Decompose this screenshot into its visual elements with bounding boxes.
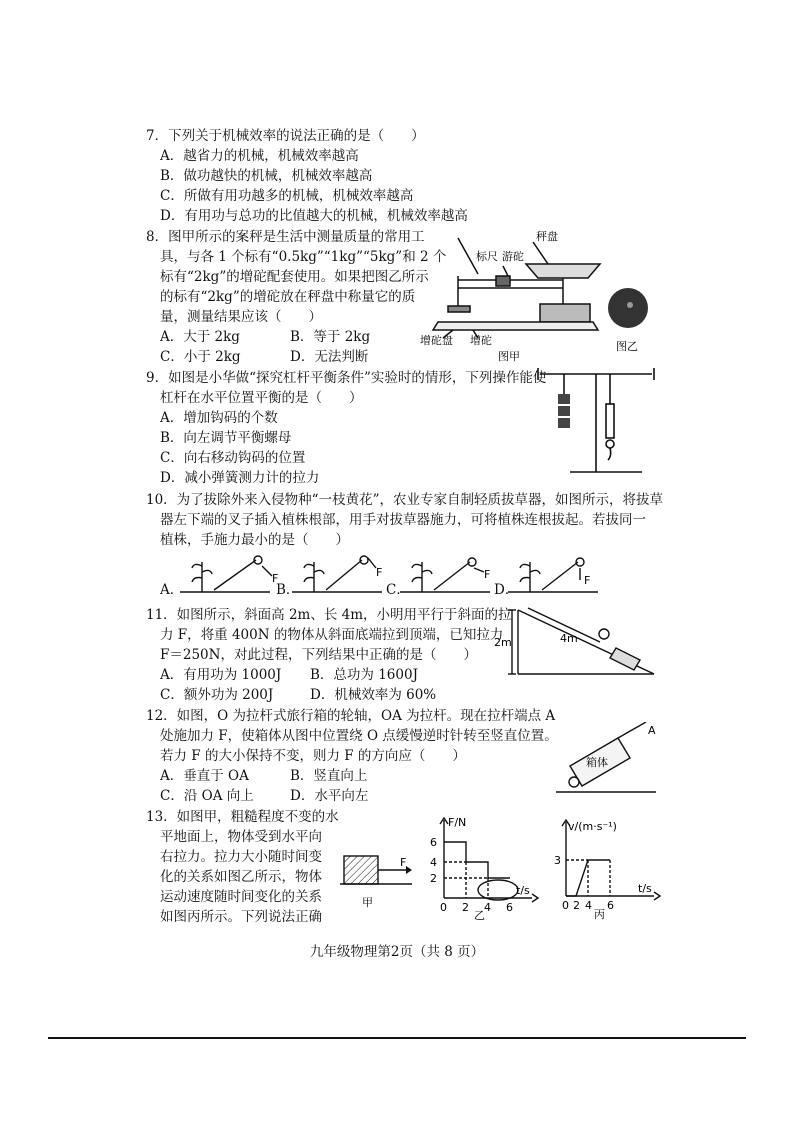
q13-stem-5: 运动速度随时间变化的关系 [160,889,322,905]
q8-stem-1: 8．图甲所示的案秤是生活中测量质量的常用工 [146,229,425,245]
q13-b-ytick-2: 2 [430,872,437,885]
q12-stem-1: 12．如图，O 为拉杆式旅行箱的轮轴，OA 为拉杆。现在拉杆端点 A [146,708,556,724]
q10-figure-a [180,552,280,598]
q8-stem-3: 标有“2kg”的增砣配套使用。如果把图乙所示 [160,269,429,285]
q10-stem-2: 器左下端的叉子插入植株根部，用手对拔草器施力，可将植株连根拔起。若拔同一 [160,512,646,528]
q12-option-b[interactable]: B．竖直向上 [290,768,368,784]
q13-c-xtick-6: 6 [607,899,614,912]
q9-option-a[interactable]: A．增加钩码的个数 [160,410,278,426]
q12-option-d[interactable]: D．水平向左 [290,788,369,804]
q9-figure-lever [530,364,660,480]
q11-stem-2: 力 F，将重 400N 的物体从斜面底端拉到顶端，已知拉力 [160,627,504,643]
q13-c-xlabel: t/s [638,882,652,895]
q10-d-force: F [584,574,591,587]
q13-stem-6: 如图丙所示。下列说法正确 [160,909,322,925]
q11-label-height: 2m [494,636,512,649]
q9-option-b[interactable]: B．向左调节平衡螺母 [160,430,292,446]
q8-figure-scale [418,226,658,366]
q13-stem-3: 右拉力。拉力大小随时间变 [160,849,322,865]
q11-option-d[interactable]: D．机械效率为 60% [310,687,437,703]
q13-caption-b: 乙 [474,909,485,920]
q12-label-box: 箱体 [586,756,608,769]
q8-label-weight: 增砣 [470,334,492,347]
q8-option-a[interactable]: A．大于 2kg [160,329,240,345]
q10-figure-d [508,552,608,598]
q11-figure-incline [494,604,656,680]
q10-a-force: F [272,572,279,585]
page-divider [48,1037,746,1039]
q13-stem-4: 化的关系如图乙所示，物体 [160,869,322,885]
q9-option-d[interactable]: D．减小弹簧测力计的拉力 [160,470,320,486]
q8-caption-a: 图甲 [498,350,520,363]
q13-b-ytick-6: 6 [430,836,437,849]
q11-stem-1: 11．如图所示，斜面高 2m、长 4m，小明用平行于斜面的拉 [146,607,512,623]
q11-option-b[interactable]: B．总功为 1600J [310,667,418,683]
q13-stem-2: 平地面上，物体受到水平向 [160,829,322,845]
q10-option-a[interactable]: A． [160,582,184,598]
q13-b-xtick-2: 2 [462,901,469,914]
q12-stem-3: 若力 F 的大小保持不变，则力 F 的方向应（ ） [160,748,466,764]
q8-stem-4: 的标有“2kg”的增砣放在秤盘中称量它的质 [160,289,416,305]
q13-b-ylabel: F/N [448,816,467,829]
q10-option-c[interactable]: C． [386,582,410,598]
q10-option-b[interactable]: B． [276,582,300,598]
q13-b-xtick-4: 4 [484,901,491,914]
q13-c-xtick-2: 2 [573,899,580,912]
q13-c-ytick-3: 3 [554,854,561,867]
q13-c-xtick-0: 0 [562,899,569,912]
q13-b-xtick-0: 0 [440,901,447,914]
q12-label-a: A [648,724,656,737]
q11-stem-3: F＝250N，对此过程，下列结果中正确的是（ ） [160,647,477,663]
q10-stem-1: 10．为了拔除外来入侵物种“一枝黄花”，农业专家自制轻质拔草器，如图所示，将拔草 [146,492,663,508]
q12-figure-suitcase [556,722,666,798]
q8-stem-2: 具，与各 1 个标有“0.5kg”“1kg”“5kg”和 2 个 [160,249,447,265]
q13-c-ylabel: v/(m·s⁻¹) [568,820,617,833]
q9-stem-2: 杠杆在水平位置平衡的是（ ） [160,390,363,406]
q13-figure-a [340,852,420,910]
q8-stem-5: 量，测量结果应该（ ） [160,309,322,325]
q11-option-a[interactable]: A．有用功为 1000J [160,667,282,683]
q13-caption-a: 甲 [362,896,373,909]
q13-figure-c [546,816,664,920]
q8-label-slider: 游砣 [502,250,524,263]
q12-option-a[interactable]: A．垂直于 OA [160,768,249,784]
q7-stem: 7．下列关于机械效率的说法正确的是（ ） [146,128,425,144]
q10-c-force: F [484,568,491,581]
q10-figure-c [400,552,500,598]
q13-a-force: F [400,856,407,869]
q13-caption-c: 丙 [594,908,605,920]
q8-caption-b: 图乙 [616,340,638,353]
q12-option-c[interactable]: C．沿 OA 向上 [160,788,254,804]
q10-figure-b [292,552,392,598]
q13-b-xlabel: t/s [516,884,530,897]
q13-b-xtick-6: 6 [506,901,513,914]
q9-option-c[interactable]: C．向右移动钩码的位置 [160,450,306,466]
q11-label-length: 4m [560,632,578,645]
q10-stem-3: 植株，手施力最小的是（ ） [160,532,349,548]
q10-b-force: F [376,566,383,579]
q8-label-ruler: 标尺 [476,250,498,263]
q8-option-b[interactable]: B．等于 2kg [290,329,371,345]
q13-figure-b [424,812,540,920]
q13-b-ytick-4: 4 [430,856,437,869]
q7-option-d[interactable]: D．有用功与总功的比值越大的机械，机械效率越高 [160,208,468,224]
q7-option-a[interactable]: A．越省力的机械，机械效率越高 [160,148,359,164]
q11-option-c[interactable]: C．额外功为 200J [160,687,274,703]
q8-label-weight-pan: 增砣盘 [420,334,453,347]
q8-option-c[interactable]: C．小于 2kg [160,349,241,365]
q7-option-c[interactable]: C．所做有用功越多的机械，机械效率越高 [160,188,414,204]
q9-stem-1: 9．如图是小华做“探究杠杆平衡条件”实验时的情形，下列操作能使 [146,370,547,386]
q10-option-d[interactable]: D． [494,582,519,598]
page-footer: 九年级物理第2页（共 8 页） [309,944,485,960]
q12-stem-2: 处施加力 F，使箱体从图中位置绕 O 点缓慢逆时针转至竖直位置。 [160,728,558,744]
q13-stem-1: 13．如图甲，粗糙程度不变的水 [146,809,339,825]
q8-label-pan: 秤盘 [536,230,558,243]
q7-option-b[interactable]: B．做功越快的机械，机械效率越高 [160,168,373,184]
q13-c-xtick-4: 4 [585,899,592,912]
q8-option-d[interactable]: D．无法判断 [290,349,369,365]
